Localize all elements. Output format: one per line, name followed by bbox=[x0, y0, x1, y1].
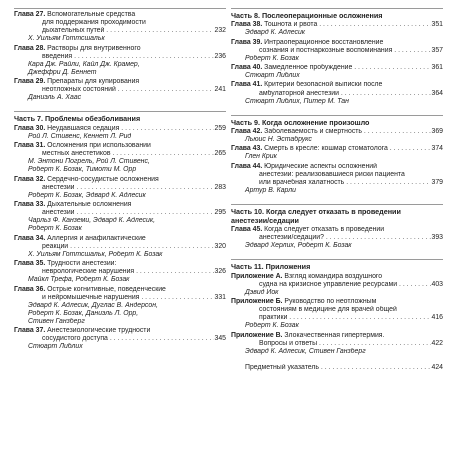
toc-entry bbox=[231, 81, 443, 105]
toc-entry-line bbox=[231, 21, 443, 29]
toc-entry-line bbox=[14, 11, 226, 19]
section-divider bbox=[14, 111, 226, 112]
authors: Роберт К. Бозак bbox=[245, 54, 299, 62]
toc-entry-line bbox=[14, 78, 226, 86]
page-number: 326 bbox=[214, 268, 226, 276]
chapter-title: анестезии . . . bbox=[42, 184, 226, 191]
toc-entry bbox=[14, 201, 226, 233]
toc-entry-line bbox=[14, 176, 226, 184]
toc-entry bbox=[14, 176, 226, 200]
toc-entry-line bbox=[231, 226, 443, 234]
toc-entry-line bbox=[14, 19, 226, 27]
chapter-title: Аллергия и анафилактические bbox=[47, 234, 146, 242]
toc-entry bbox=[231, 298, 443, 330]
authors: Кара Дж. Райли, Кайл Дж. Крамер, bbox=[28, 60, 140, 68]
authors: Даниэль А. Хаас bbox=[28, 94, 82, 102]
toc-entry bbox=[14, 11, 226, 43]
chapter-label: Глава 35. bbox=[14, 260, 46, 268]
page-number: 241 bbox=[214, 86, 226, 94]
page-number: 331 bbox=[214, 293, 226, 301]
toc-entry-line bbox=[14, 201, 226, 209]
toc-entry-line bbox=[231, 90, 443, 98]
page-number: 374 bbox=[431, 145, 443, 153]
chapter-label: Глава 41. bbox=[231, 81, 263, 89]
chapter-title: реакции . . . bbox=[42, 243, 226, 250]
toc-entry bbox=[231, 64, 443, 80]
part-heading: Часть 11. Приложения bbox=[231, 262, 311, 272]
section-divider bbox=[14, 8, 226, 9]
chapter-title: Злокачественная гипертермия. bbox=[284, 331, 385, 339]
chapter-title: Растворы для внутривенного bbox=[47, 44, 141, 52]
toc-entry-line bbox=[14, 45, 226, 53]
part-heading: Часть 7. Проблемы обезболивания bbox=[14, 114, 141, 124]
page-number: 379 bbox=[431, 178, 443, 186]
part-heading: Часть 10. Когда следует отказать в проведении bbox=[231, 207, 401, 216]
authors: Артур В. Карли bbox=[245, 186, 296, 194]
toc-entry-line bbox=[231, 234, 443, 242]
chapter-label: Глава 31. bbox=[14, 141, 46, 149]
toc-entry-line bbox=[14, 150, 226, 158]
authors: Эдвард К. Адлесик, Дуглас В. Андерсон, bbox=[28, 301, 158, 309]
authors: Джеффри Д. Беннет bbox=[28, 68, 97, 76]
spacer bbox=[231, 106, 443, 113]
authors: Роберт К. Бозак, Эдвард К. Адлесик bbox=[28, 191, 146, 199]
toc-entry-line bbox=[231, 332, 443, 340]
chapter-label: Глава 43. bbox=[231, 145, 263, 153]
page-number: 351 bbox=[431, 21, 443, 29]
page-number: 393 bbox=[431, 234, 443, 242]
authors: Льюис Н. Эстабрукс bbox=[245, 135, 312, 143]
chapter-title: дыхательных путей . . . bbox=[42, 27, 226, 34]
page-number: 361 bbox=[431, 64, 443, 72]
chapter-title: Тошнота и рвота . . . bbox=[264, 21, 443, 28]
toc-entry-line bbox=[231, 39, 443, 47]
page-number: 295 bbox=[214, 209, 226, 217]
page-number: 416 bbox=[431, 314, 443, 322]
toc-entry-line bbox=[14, 268, 226, 276]
chapter-title: анестезии/седации? . . . bbox=[259, 234, 443, 241]
authors: Майкл Трефа, Роберт К. Бозак bbox=[28, 276, 130, 284]
chapter-label: Глава 28. bbox=[14, 44, 46, 52]
chapter-label: Глава 45. bbox=[231, 226, 263, 234]
chapter-label: Глава 42. bbox=[231, 127, 263, 135]
toc-entry-line bbox=[231, 81, 443, 89]
authors: Роберт К. Бозак, Даниэль Л. Орр, bbox=[28, 309, 139, 317]
chapter-label: Глава 37. bbox=[14, 327, 46, 335]
chapter-title: анестезии: реализовавшиеся риски пациента bbox=[259, 170, 405, 178]
toc-entry bbox=[231, 21, 443, 37]
toc-entry-line bbox=[231, 298, 443, 306]
chapter-label: Глава 40. bbox=[231, 64, 263, 72]
section-divider bbox=[231, 115, 443, 116]
toc-entry bbox=[14, 286, 226, 326]
chapter-title: Замедленное пробуждение . . . bbox=[264, 64, 443, 71]
authors: Х. Уильям Готтсшальк, Роберт К. Бозак bbox=[28, 250, 163, 258]
page-number: 265 bbox=[214, 150, 226, 158]
page-number: 283 bbox=[214, 183, 226, 191]
page-number: 259 bbox=[214, 124, 226, 132]
chapter-title: неврологические нарушения . . . bbox=[42, 268, 226, 275]
authors: Стивен Ганзберг bbox=[28, 317, 85, 325]
chapter-title: неотложных состояний . . . bbox=[42, 86, 226, 93]
toc-entry-line bbox=[231, 171, 443, 179]
chapter-title: Критерии безопасной выписки после bbox=[264, 81, 383, 89]
chapter-title: Взгляд командира воздушного bbox=[284, 272, 383, 280]
toc-entry-line bbox=[231, 163, 443, 171]
toc-entry bbox=[14, 142, 226, 174]
section-divider bbox=[231, 204, 443, 205]
spacer bbox=[231, 250, 443, 257]
chapter-title: практики . . . bbox=[259, 314, 443, 321]
chapter-title: или врачебная халатность . . . bbox=[259, 179, 443, 186]
chapter-title: Неудавшаяся седация . . . bbox=[47, 125, 226, 132]
chapter-label: Глава 36. bbox=[14, 285, 46, 293]
chapter-title: Вопросы и ответы . . . bbox=[259, 340, 443, 347]
toc-entry-line bbox=[14, 86, 226, 94]
chapter-label: Приложение Б. bbox=[231, 298, 283, 306]
toc-entry bbox=[14, 235, 226, 259]
spacer bbox=[231, 195, 443, 202]
authors: Дэвид Йок bbox=[245, 288, 279, 296]
toc-entry bbox=[231, 332, 443, 356]
toc-entry-line bbox=[14, 125, 226, 133]
chapter-title: анестезии . . . bbox=[42, 209, 226, 216]
toc-entry-line bbox=[231, 306, 443, 314]
chapter-label: Приложение А. bbox=[231, 272, 283, 280]
chapter-label: Приложение В. bbox=[231, 331, 283, 339]
toc-entry-line bbox=[14, 327, 226, 335]
toc-entry-line bbox=[231, 273, 443, 281]
chapter-title: Интраоперационное восстановление bbox=[264, 38, 384, 46]
authors: Рой Л. Стивенс, Кеннет Л. Рид bbox=[28, 132, 132, 140]
chapter-title: Дыхательные осложнения bbox=[47, 201, 132, 208]
authors: Стюарт Либлих, Питер М. Тан bbox=[245, 97, 349, 105]
chapter-label: Глава 44. bbox=[231, 162, 263, 170]
toc-entry-line bbox=[231, 128, 443, 136]
page-number: 232 bbox=[214, 27, 226, 35]
chapter-label: Глава 38. bbox=[231, 21, 263, 29]
page-number: 364 bbox=[431, 89, 443, 97]
chapter-title: и нейромышечные нарушения . . . bbox=[42, 294, 226, 301]
toc-entry-line bbox=[231, 64, 443, 72]
chapter-label: Глава 29. bbox=[14, 78, 46, 86]
chapter-title: Заболеваемость и смертность . . . bbox=[264, 128, 443, 135]
toc-entry bbox=[14, 125, 226, 141]
chapter-title: Когда следует отказать в проведении bbox=[264, 226, 385, 234]
toc-entry-line bbox=[14, 209, 226, 217]
toc-entry bbox=[231, 39, 443, 63]
toc-entry bbox=[231, 273, 443, 297]
chapter-title: Смерть в кресле: кошмар стоматолога . . . bbox=[264, 145, 443, 152]
chapter-title: Трудности анестезии: bbox=[47, 260, 117, 268]
toc-entry-line bbox=[14, 260, 226, 268]
part-heading: Часть 9. Когда осложнение произошло bbox=[231, 117, 370, 127]
spacer bbox=[231, 356, 443, 363]
toc-entry bbox=[14, 45, 226, 77]
toc-entry bbox=[14, 78, 226, 102]
chapter-title: Сердечно-сосудистые осложнения bbox=[47, 175, 159, 183]
page-number: 345 bbox=[214, 335, 226, 343]
toc-entry-line bbox=[14, 286, 226, 294]
page-number: 236 bbox=[214, 52, 226, 60]
chapter-title: Руководство по неотложным bbox=[284, 298, 377, 306]
section-divider bbox=[231, 259, 443, 260]
authors: Стюарт Либлих bbox=[28, 343, 83, 351]
authors: Роберт К. Бозак bbox=[245, 322, 299, 330]
chapter-title: Препараты для купирования bbox=[47, 78, 140, 86]
authors: Глен Крик bbox=[245, 153, 277, 161]
toc-entry bbox=[231, 163, 443, 195]
chapter-title: состояниям в медицине для врачей общей bbox=[259, 306, 397, 314]
part-heading: Часть 8. Послеоперационные осложнения bbox=[231, 11, 383, 20]
page-number: 424 bbox=[431, 364, 443, 372]
toc-entry-line bbox=[231, 179, 443, 187]
chapter-title: Вспомогательные средства bbox=[47, 11, 136, 18]
section-divider bbox=[231, 8, 443, 9]
chapter-label: Глава 39. bbox=[231, 38, 263, 46]
page-number: 357 bbox=[431, 46, 443, 54]
chapter-label: Глава 30. bbox=[14, 124, 46, 132]
toc-entry-line bbox=[14, 243, 226, 251]
chapter-title: Юридические аспекты осложнений bbox=[264, 162, 377, 170]
authors: Чарльз Ф. Канземи, Эдвард К. Адлесик, bbox=[28, 217, 155, 225]
authors: Стюарт Либлих bbox=[245, 72, 300, 80]
authors: Роберт К. Бозак, Тимоти М. Орр bbox=[28, 166, 137, 174]
toc-entry-line bbox=[14, 294, 226, 302]
chapter-title: сознания и постнаркозные воспоминания . . . bbox=[259, 47, 443, 54]
toc-entry bbox=[14, 327, 226, 351]
chapter-title: Острые когнитивные, поведенческие bbox=[47, 285, 166, 293]
page-number: 369 bbox=[431, 127, 443, 135]
toc-entry-line bbox=[14, 235, 226, 243]
authors: М. Энтони Погрель, Рой Л. Стивенс, bbox=[28, 158, 150, 166]
index-entry bbox=[231, 364, 443, 372]
toc-entry-line bbox=[14, 184, 226, 192]
page-number: 422 bbox=[431, 339, 443, 347]
authors: Х. Уильям Готтсшальк bbox=[28, 35, 105, 43]
part-heading: анестезии/седации bbox=[231, 216, 299, 225]
spacer bbox=[14, 102, 226, 109]
chapter-title: для поддержания проходимости bbox=[42, 19, 146, 27]
chapter-label: Глава 32. bbox=[14, 175, 46, 183]
toc-entry-line bbox=[14, 53, 226, 61]
toc-entry-line bbox=[14, 27, 226, 35]
chapter-title: Анестезиологические трудности bbox=[47, 327, 151, 335]
chapter-label: Глава 34. bbox=[14, 234, 46, 242]
chapter-title: Осложнения при использовании bbox=[47, 141, 151, 149]
chapter-title: местных анестетиков . . . bbox=[42, 150, 226, 157]
toc-entry bbox=[14, 260, 226, 284]
chapter-label: Глава 33. bbox=[14, 201, 46, 208]
toc-entry-line bbox=[14, 142, 226, 150]
chapter-title: сосудистого доступа . . . bbox=[42, 335, 226, 342]
page-number: 403 bbox=[431, 280, 443, 288]
index-label: Предметный указатель . . . bbox=[245, 364, 443, 371]
toc-entry bbox=[231, 145, 443, 161]
toc-entry-line bbox=[231, 340, 443, 348]
chapter-title: судна на кризисное управление ресурсами . . . bbox=[259, 281, 443, 288]
right-column bbox=[231, 6, 443, 372]
chapter-label: Глава 27. bbox=[14, 11, 46, 18]
toc-entry-line bbox=[231, 281, 443, 289]
toc-entry-line bbox=[231, 314, 443, 322]
toc-entry-line bbox=[14, 335, 226, 343]
chapter-title: введения . . . bbox=[42, 53, 226, 60]
authors: Эдвард К. Адлесик bbox=[245, 29, 306, 37]
chapter-title: амбулаторной анестезии . . . bbox=[259, 90, 443, 97]
authors: Эдвард К. Адлесик, Стивен Ганзберг bbox=[245, 347, 366, 355]
authors: Роберт К. Бозак bbox=[28, 225, 82, 233]
page-number: 320 bbox=[214, 242, 226, 250]
toc-entry-line bbox=[231, 47, 443, 55]
toc-entry bbox=[231, 226, 443, 250]
toc-entry bbox=[231, 128, 443, 144]
left-column bbox=[14, 6, 226, 351]
toc-entry-line bbox=[231, 145, 443, 153]
authors: Эдвард Херлих, Роберт К. Бозак bbox=[245, 242, 352, 250]
